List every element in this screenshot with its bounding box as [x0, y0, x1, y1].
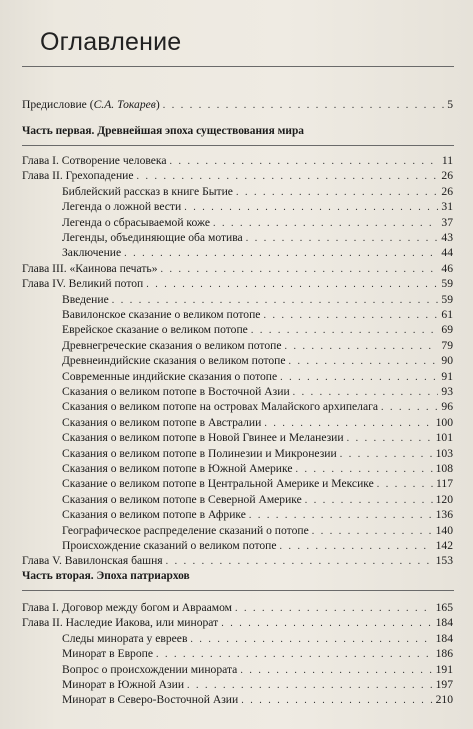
toc-entry-title: Легенда о сбрасываемой коже — [62, 215, 210, 229]
toc-entry[interactable] — [22, 553, 453, 569]
toc-entry-title: Глава V. Вавилонская башня — [22, 554, 163, 568]
toc-entry[interactable] — [22, 615, 453, 631]
toc-entry-title: Происхождение сказаний о великом потопе — [62, 539, 277, 552]
toc-entry[interactable] — [62, 415, 453, 431]
toc-entry-page: 103 — [435, 446, 453, 460]
toc-entry-title: Сказания о великом потопе в Южной Америке — [62, 462, 293, 475]
toc-entry[interactable] — [62, 399, 453, 415]
toc-entry-page: 120 — [435, 492, 453, 506]
toc-entry-title: Легенда о ложной вести — [62, 200, 182, 214]
toc-entry-page: 140 — [435, 523, 453, 537]
toc-entry-page: 184 — [435, 631, 453, 645]
toc-entry[interactable] — [62, 461, 453, 477]
toc-entry-page: 100 — [435, 415, 453, 429]
toc-entry-page: 26 — [441, 169, 453, 183]
toc-entry-page: 184 — [435, 616, 453, 630]
toc-entry[interactable] — [62, 322, 453, 338]
toc-entry-title: Легенды, объединяющие оба мотива — [62, 231, 243, 244]
toc-entry[interactable] — [62, 646, 453, 662]
toc-entry-title: Древнегреческие сказания о великом потопе — [62, 338, 282, 352]
preface-author: С.А. Токарев — [93, 98, 156, 111]
toc-entry-title: Глава IV. Великий потоп — [22, 277, 144, 291]
toc-entry[interactable] — [62, 245, 453, 261]
toc-entry-title: Сказания о великом потопе в Полинезии и Микронезии — [62, 446, 337, 460]
toc-entry[interactable] — [62, 338, 453, 354]
toc-entry-title: Современные индийские сказания о потопе — [62, 369, 278, 383]
toc-entry-title: Еврейское сказание о великом потопе — [62, 323, 248, 337]
title-rule — [22, 66, 454, 67]
toc-entry-title: Вопрос о происхождении минората — [62, 662, 238, 676]
toc-entry-title: Минорат в Европе — [62, 647, 153, 661]
toc-entry[interactable] — [22, 600, 453, 616]
part-two-heading: Часть вторая. Эпоха патриархов — [22, 570, 190, 582]
toc-entry-page: 31 — [441, 200, 453, 214]
toc-entry-title: Древнеиндийские сказания о великом потопе — [62, 354, 286, 368]
toc-entry-page: 43 — [441, 231, 453, 244]
leader-dots — [163, 98, 445, 114]
toc-entry[interactable] — [62, 523, 453, 539]
toc-entry-title: Глава I. Сотворение человека — [22, 154, 167, 167]
toc-entry-page: 108 — [435, 462, 453, 475]
toc-entry-page: 90 — [441, 354, 453, 368]
toc-entry[interactable] — [62, 662, 453, 678]
toc-entry[interactable] — [62, 215, 453, 231]
toc-entry-title: Следы минората у евреев — [62, 631, 188, 645]
toc-entry-title: Сказания о великом потопе в Новой Гвинее и Меланезии — [62, 431, 344, 445]
toc-entry-title: Сказания о великом потопе в Австралии — [62, 415, 262, 429]
toc-entry[interactable] — [62, 199, 453, 215]
toc-entry-page: 59 — [441, 277, 453, 291]
preface-close: ) — [155, 98, 160, 111]
toc-entry[interactable] — [62, 446, 453, 462]
toc-entry[interactable] — [62, 384, 453, 400]
toc-entry-title: Географическое распределение сказаний о потопе — [62, 523, 309, 537]
toc-entry-title: Минорат в Южной Азии — [62, 678, 185, 691]
toc-entry-page: 165 — [435, 601, 453, 614]
toc-entry[interactable] — [22, 276, 453, 292]
toc-entry[interactable] — [22, 153, 453, 169]
toc-entry-page: 79 — [441, 338, 453, 352]
toc-entry-page: 37 — [441, 215, 453, 229]
toc-entry-page: 59 — [441, 292, 453, 306]
toc-entry[interactable] — [62, 230, 453, 246]
toc-entry-title: Глава II. Наследие Иакова, или минорат — [22, 616, 219, 630]
toc-entry-title: Глава III. «Каинова печать» — [22, 261, 158, 275]
toc-entry-page: 11 — [441, 154, 453, 167]
preface-label: Предисловие ( — [22, 98, 94, 111]
toc-entry-title: Введение — [62, 292, 109, 306]
toc-entry-page: 91 — [441, 369, 453, 383]
toc-entry-title: Глава II. Грехопадение — [22, 169, 134, 183]
toc-entry-page: 69 — [441, 323, 453, 337]
toc-entry-title: Минорат в Северо-Восточной Азии — [62, 693, 239, 707]
toc-entry[interactable] — [22, 261, 453, 277]
toc-entry-title: Сказания о великом потопе в Северной Америке — [62, 492, 302, 506]
toc-entry[interactable] — [62, 692, 453, 708]
part-one-rule — [22, 145, 454, 146]
toc-entry-page: 210 — [435, 693, 453, 707]
part-two-rule — [22, 590, 454, 591]
leader-dots — [241, 693, 432, 709]
part-one-heading: Часть первая. Древнейшая эпоха существования мира — [22, 125, 304, 137]
toc-entry-page: 101 — [435, 431, 453, 445]
toc-entry-title: Заключение — [62, 246, 122, 260]
leader-dots — [166, 554, 433, 570]
toc-entry-page: 117 — [436, 477, 453, 491]
toc-entry[interactable] — [62, 307, 453, 323]
toc-entry[interactable] — [62, 677, 453, 693]
toc-entry-page: 26 — [441, 184, 453, 198]
toc-entry-title: Сказания о великом потопе на островах Малайского архипелага — [62, 400, 379, 414]
toc-entry-page: 153 — [435, 554, 453, 568]
toc-entry-page: 136 — [435, 508, 453, 522]
toc-entry-preface[interactable] — [22, 97, 453, 113]
toc-entry-page: 191 — [435, 662, 453, 676]
toc-entry[interactable] — [62, 369, 453, 385]
preface-page: 5 — [447, 98, 453, 111]
page-title: Оглавление — [40, 28, 182, 56]
toc-entry-page: 186 — [435, 647, 453, 661]
toc-entry-title: Библейский рассказ в книге Бытие — [62, 184, 233, 198]
toc-entry-title: Вавилонское сказание о великом потопе — [62, 308, 261, 321]
toc-entry[interactable] — [62, 631, 453, 647]
toc-entry-title: Сказание о великом потопе в Центральной Америке и Мексике — [62, 477, 374, 491]
toc-entry-page: 197 — [435, 678, 453, 691]
toc-entry-page: 61 — [441, 308, 453, 321]
toc-entry-title: Глава I. Договор между богом и Авраамом — [22, 601, 232, 614]
toc-entry-page: 93 — [441, 385, 453, 398]
toc-entry[interactable] — [62, 430, 453, 446]
toc-entry[interactable] — [62, 184, 453, 200]
toc-entry[interactable] — [62, 507, 453, 523]
toc-entry-page: 44 — [441, 246, 453, 260]
toc-entry[interactable] — [62, 353, 453, 369]
toc-entry[interactable] — [22, 168, 453, 184]
toc-entry[interactable] — [62, 292, 453, 308]
toc-entry[interactable] — [62, 476, 453, 492]
toc-entry-title: Сказания о великом потопе в Африке — [62, 508, 246, 522]
toc-entry-page: 46 — [441, 261, 453, 275]
toc-entry-title: Сказания о великом потопе в Восточной Азии — [62, 385, 290, 398]
toc-entry[interactable] — [62, 492, 453, 508]
toc-entry-page: 96 — [441, 400, 453, 414]
toc-entry-page: 142 — [435, 539, 453, 552]
toc-entry[interactable] — [62, 538, 453, 554]
